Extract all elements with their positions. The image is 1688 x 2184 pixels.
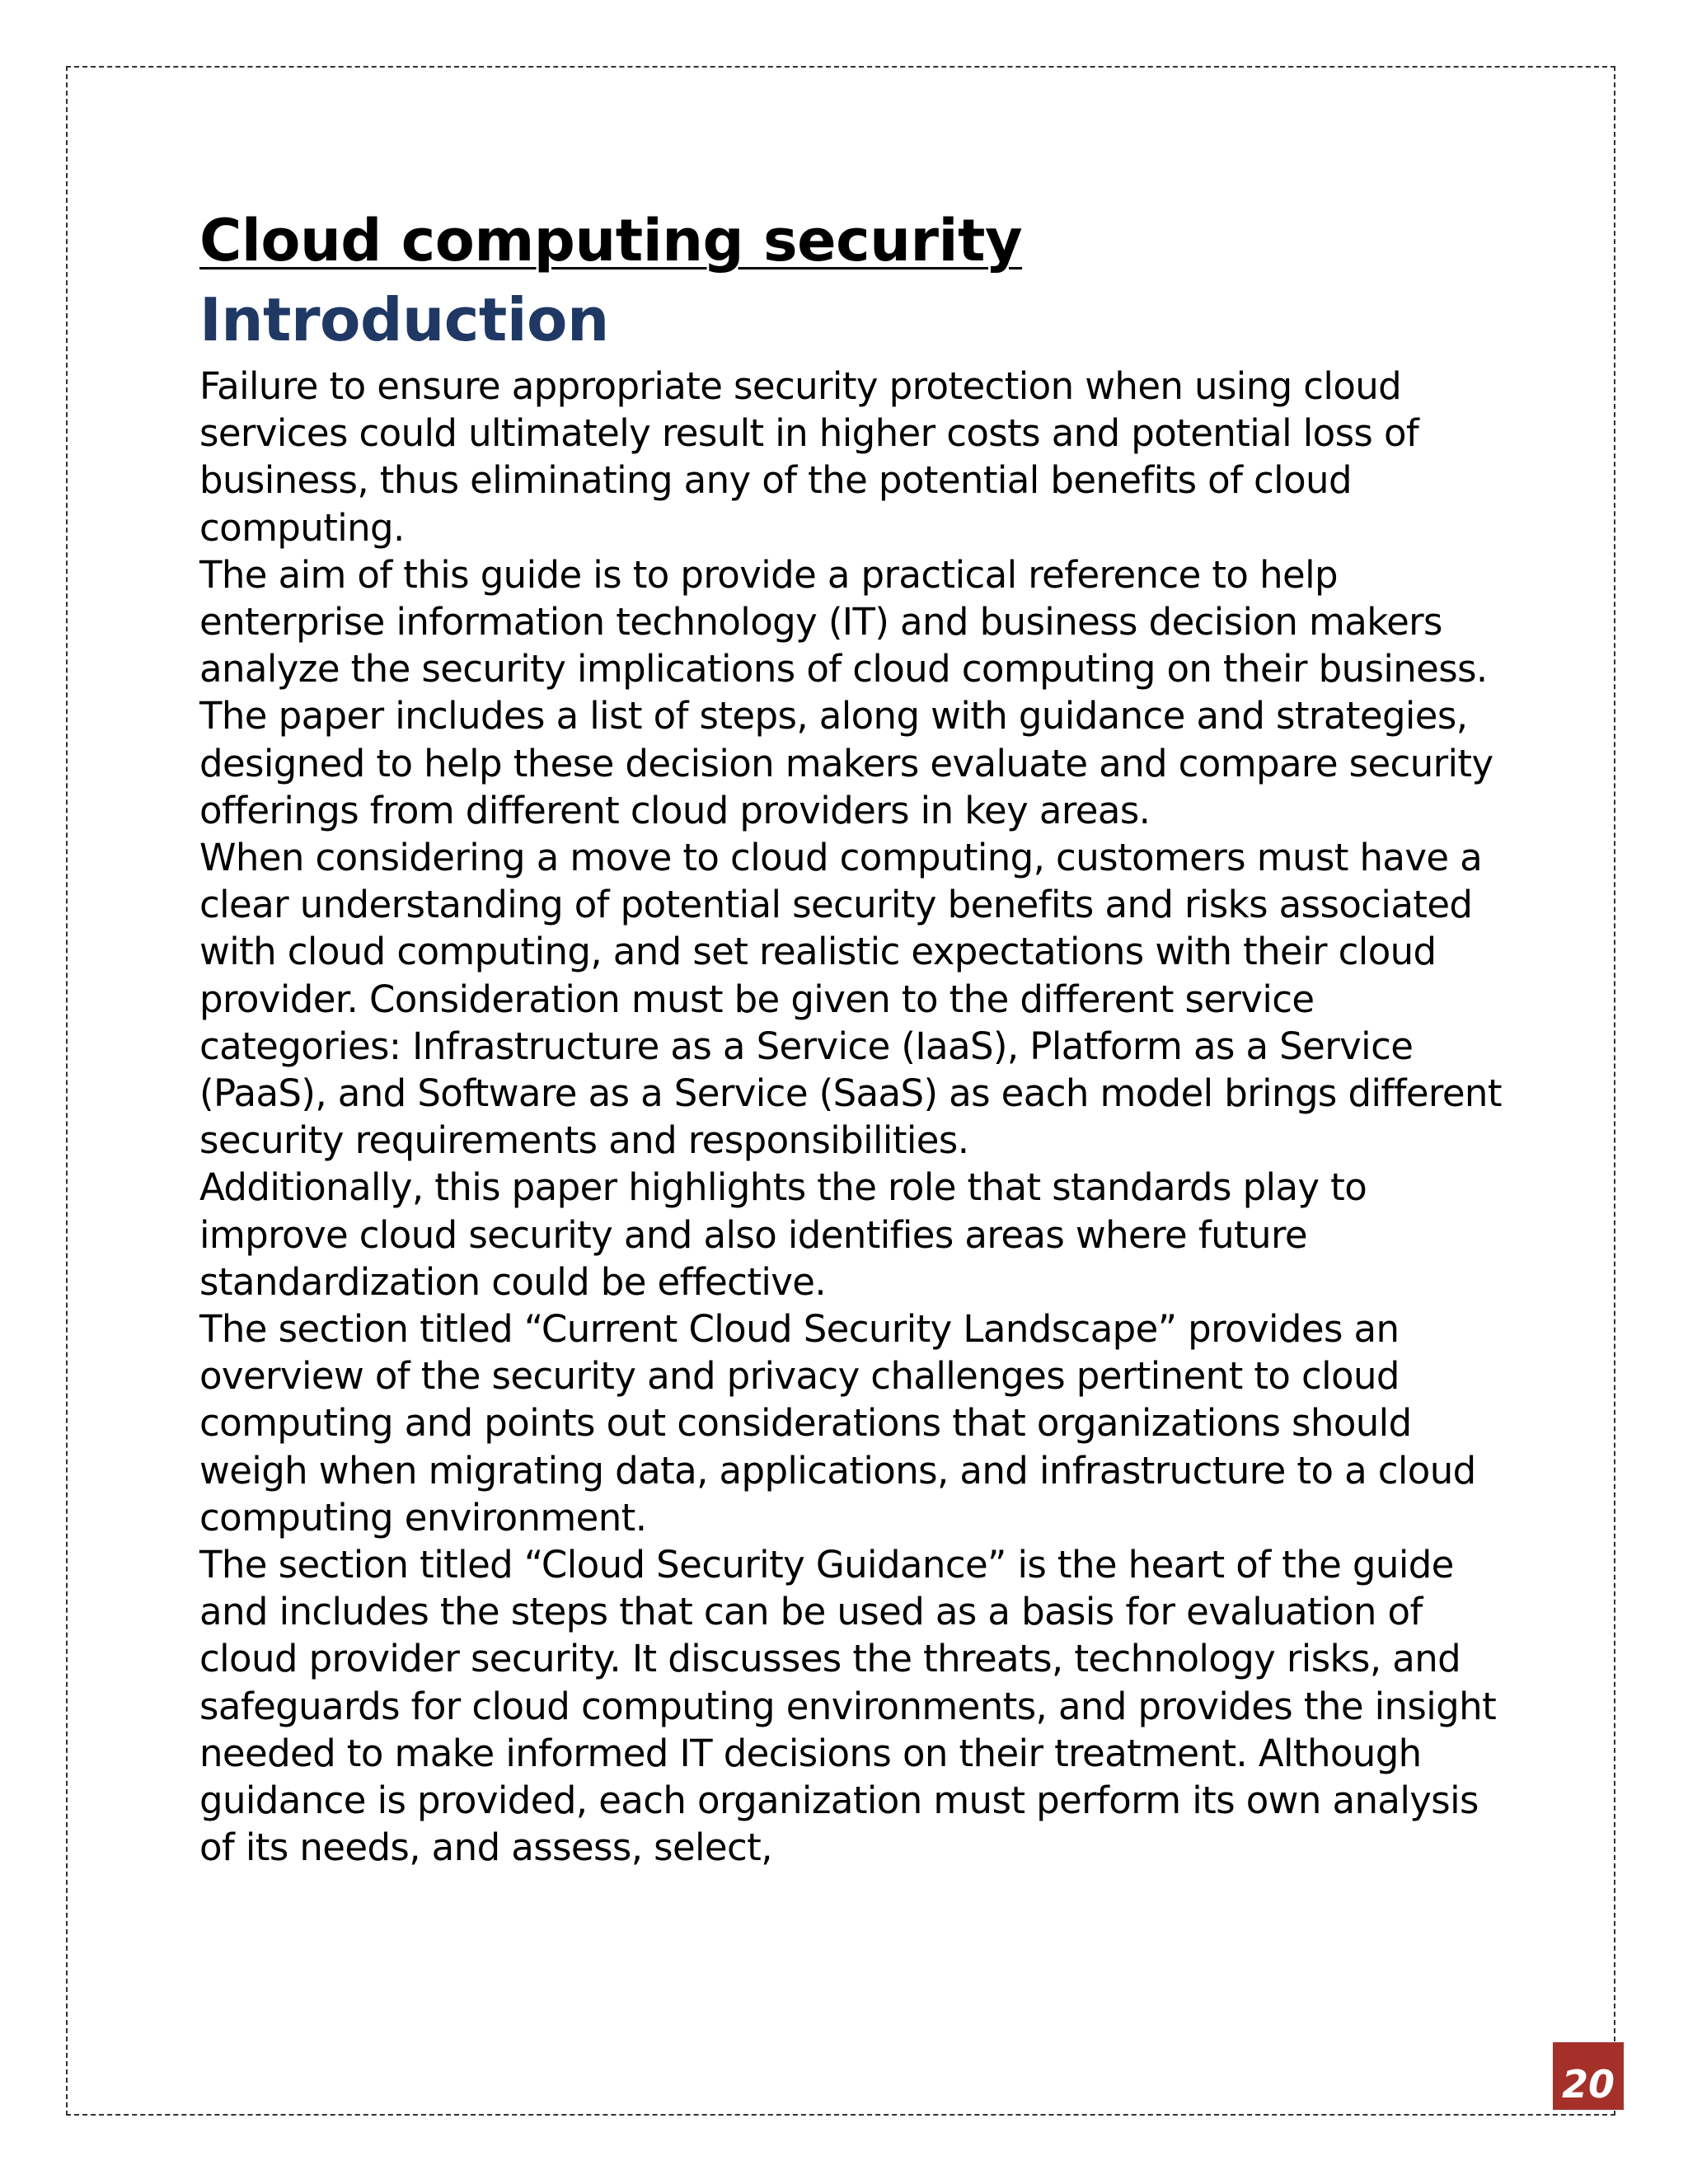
paragraph: When considering a move to cloud computing, customers must have a clear understanding of potential security benefits and risks associated with cloud computing, and set realistic expectations with their cloud provider. Consideration must be given to the different service categories: Infrastructure as a Service (IaaS), Platform as a Service (PaaS), and Software as a Service (SaaS) as each model brings different security requirements and responsibilities.	[199, 836, 1502, 1163]
body-text	[199, 363, 1510, 1872]
paragraph: The section titled “Current Cloud Security Landscape” provides an overview of the security and privacy challenges pertinent to cloud computing and points out considerations that organizations should weigh when migrating data, applications, and infrastructure to a cloud computing environment.	[199, 1307, 1476, 1540]
paragraph: The aim of this guide is to provide a practical reference to help enterprise information technology (IT) and business decision makers analyze the security implications of cloud computing on their business. The paper includes a list of steps, along with guidance and strategies, designed to help these decision makers evaluate and compare security offerings from different cloud providers in key areas.	[199, 552, 1493, 832]
paragraph: The section titled “Cloud Security Guidance” is the heart of the guide and includes the steps that can be used as a basis for evaluation of cloud provider security. It discusses the threats, technology risks, and safeguards for cloud computing environments, and provides the insight needed to make informed IT decisions on their treatment. Although guidance is provided, each organization must perform its own analysis of its needs, and assess, select,	[199, 1543, 1497, 1870]
section-heading: Introduction	[199, 285, 609, 354]
paragraph: Additionally, this paper highlights the role that standards play to improve cloud security and also identifies areas where future standardization could be effective.	[199, 1165, 1367, 1304]
page-number: 20	[1553, 2042, 1624, 2110]
document-title: Cloud computing security	[199, 207, 1023, 274]
paragraph: Failure to ensure appropriate security protection when using cloud services could ultimately result in higher costs and potential loss of business, thus eliminating any of the potential benefits of cloud computing.	[199, 364, 1419, 550]
page-content	[199, 204, 1510, 1872]
